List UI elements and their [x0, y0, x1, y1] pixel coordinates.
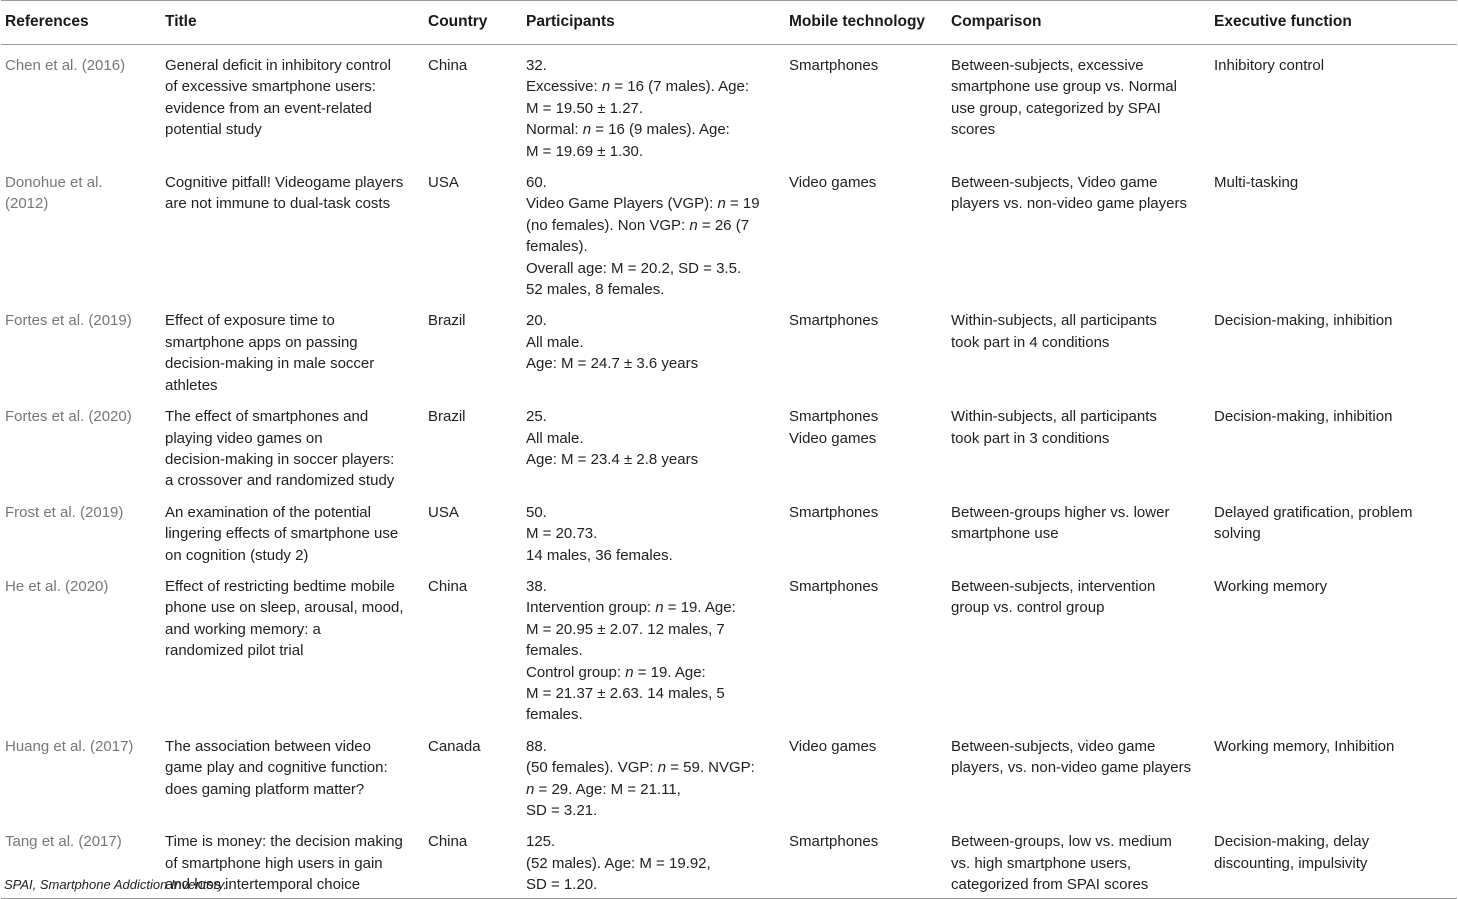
- participants-line: [526, 704, 781, 725]
- italic-n: n: [655, 599, 664, 617]
- cell-title: [161, 566, 424, 726]
- italic-n: n: [625, 663, 634, 681]
- table-header: [1, 1, 1457, 45]
- table-body: [1, 45, 1457, 899]
- participants-line: [526, 215, 781, 236]
- italic-n: n: [717, 195, 726, 213]
- title-line: evidence from an event-related: [165, 99, 372, 117]
- title-line: on cognition (study 2): [165, 546, 309, 564]
- function-line: Delayed gratification, problem: [1214, 503, 1413, 521]
- participants-line: [526, 597, 781, 618]
- reference-line: (2012): [5, 195, 49, 213]
- cell-participants: [522, 162, 785, 300]
- header-comparison: Comparison: [947, 1, 1210, 45]
- cell-comparison: [947, 162, 1210, 300]
- title-line: smartphone apps on passing: [165, 333, 358, 351]
- italic-n: n: [601, 78, 611, 96]
- participants-text: 88.: [526, 737, 547, 755]
- italic-n: n: [689, 216, 698, 234]
- cell-executive-function: [1210, 821, 1457, 898]
- title-line: game play and cognitive function:: [165, 759, 388, 777]
- participants-line: [526, 619, 781, 640]
- cell-participants: [522, 566, 785, 726]
- participants-line: [526, 683, 781, 704]
- participants-text: M = 20.95 ± 2.07. 12 males, 7: [526, 620, 725, 638]
- country-text: USA: [428, 174, 459, 192]
- function-line: Inhibitory control: [1214, 57, 1325, 74]
- comparison-line: categorized from SPAI scores: [951, 876, 1149, 894]
- participants-text: = 59. NVGP:: [666, 759, 755, 777]
- participants-line: [526, 523, 781, 544]
- comparison-line: Between-subjects, excessive: [951, 57, 1144, 74]
- function-line: Decision-making, delay: [1214, 833, 1370, 851]
- technology-line: Smartphones: [789, 503, 879, 521]
- cell-participants: [522, 45, 785, 163]
- cell-participants: [522, 821, 785, 898]
- title-line: playing video games on: [165, 429, 323, 447]
- cell-reference: [1, 300, 161, 396]
- cell-country: [424, 162, 522, 300]
- title-line: of smartphone high users in gain: [165, 854, 383, 872]
- function-line: Multi-tasking: [1214, 174, 1299, 192]
- cell-reference: [1, 492, 161, 566]
- function-line: Decision-making, inhibition: [1214, 312, 1393, 330]
- cell-reference: [1, 162, 161, 300]
- comparison-line: smartphone use group vs. Normal: [951, 78, 1177, 96]
- participants-text: = 19: [725, 195, 760, 213]
- header-country: Country: [424, 1, 522, 45]
- participants-line: [526, 55, 781, 76]
- participants-line: [526, 141, 781, 162]
- participants-text: Normal:: [526, 121, 583, 139]
- reference-line: Tang et al. (2017): [5, 833, 122, 851]
- reference-line: Huang et al. (2017): [5, 737, 134, 755]
- cell-comparison: [947, 821, 1210, 898]
- header-references: References: [1, 1, 161, 45]
- cell-mobile-technology: [785, 162, 947, 300]
- reference-line: Frost et al. (2019): [5, 503, 124, 521]
- participants-line: [526, 172, 781, 193]
- participants-line: [526, 576, 781, 597]
- participants-line: [526, 874, 781, 895]
- function-line: solving: [1214, 525, 1261, 543]
- country-text: China: [428, 833, 468, 851]
- participants-line: [526, 853, 781, 874]
- cell-executive-function: [1210, 162, 1457, 300]
- participants-text: Overall age: M = 20.2, SD = 3.5.: [526, 259, 742, 277]
- title-line: The effect of smartphones and: [165, 408, 369, 426]
- cell-comparison: [947, 566, 1210, 726]
- cell-mobile-technology: [785, 492, 947, 566]
- country-text: Canada: [428, 737, 481, 755]
- title-line: of excessive smartphone users:: [165, 78, 376, 96]
- function-line: Working memory: [1214, 577, 1328, 595]
- cell-participants: [522, 726, 785, 822]
- participants-text: 52 males, 8 females.: [526, 281, 665, 299]
- country-text: China: [428, 57, 468, 74]
- participants-text: = 19. Age:: [633, 663, 706, 681]
- cell-country: [424, 300, 522, 396]
- participants-line: [526, 98, 781, 119]
- participants-text: Age: M = 23.4 ± 2.8 years: [526, 450, 699, 468]
- table-footnote: SPAI, Smartphone Addiction Inventory.: [4, 877, 228, 892]
- comparison-line: vs. high smartphone users,: [951, 854, 1132, 872]
- participants-line: [526, 332, 781, 353]
- cell-country: [424, 45, 522, 163]
- cell-reference: [1, 396, 161, 492]
- title-line: General deficit in inhibitory control: [165, 57, 391, 74]
- cell-executive-function: [1210, 492, 1457, 566]
- function-line: Working memory, Inhibition: [1214, 737, 1395, 755]
- cell-mobile-technology: [785, 45, 947, 163]
- participants-text: SD = 1.20.: [526, 876, 598, 894]
- title-line: Cognitive pitfall! Videogame players: [165, 174, 404, 192]
- cell-title: [161, 45, 424, 163]
- cell-title: [161, 396, 424, 492]
- title-line: does gaming platform matter?: [165, 780, 365, 798]
- participants-text: = 16 (9 males). Age:: [591, 121, 730, 139]
- comparison-line: Between-subjects, video game: [951, 737, 1156, 755]
- participants-text: M = 19.69 ± 1.30.: [526, 142, 644, 160]
- participants-line: [526, 310, 781, 331]
- participants-line: [526, 502, 781, 523]
- cell-country: [424, 821, 522, 898]
- participants-text: = 26 (7: [697, 216, 750, 234]
- comparison-line: use group, categorized by SPAI: [951, 99, 1161, 117]
- participants-text: 25.: [526, 408, 547, 426]
- participants-text: Age: M = 24.7 ± 3.6 years: [526, 355, 699, 373]
- cell-mobile-technology: [785, 300, 947, 396]
- participants-text: Excessive:: [526, 78, 602, 96]
- participants-text: All male.: [526, 333, 584, 351]
- cell-comparison: [947, 300, 1210, 396]
- participants-text: Intervention group:: [526, 599, 656, 617]
- participants-text: 32.: [526, 57, 547, 74]
- participants-line: [526, 353, 781, 374]
- cell-mobile-technology: [785, 396, 947, 492]
- title-line: An examination of the potential: [165, 503, 371, 521]
- cell-participants: [522, 396, 785, 492]
- comparison-line: players, vs. non-video game players: [951, 759, 1192, 777]
- cell-executive-function: [1210, 45, 1457, 163]
- table-row: [1, 566, 1457, 726]
- comparison-line: scores: [951, 121, 996, 139]
- cell-reference: [1, 566, 161, 726]
- comparison-line: Within-subjects, all participants: [951, 312, 1157, 330]
- participants-text: 20.: [526, 312, 547, 330]
- title-line: Effect of restricting bedtime mobile: [165, 577, 395, 595]
- participants-text: = 16 (7 males). Age:: [610, 78, 750, 96]
- comparison-line: players vs. non-video game players: [951, 195, 1187, 213]
- participants-line: [526, 119, 781, 140]
- title-line: The association between video: [165, 737, 371, 755]
- participants-line: [526, 831, 781, 852]
- reference-line: Fortes et al. (2020): [5, 408, 132, 426]
- participants-line: [526, 800, 781, 821]
- participants-line: [526, 736, 781, 757]
- header-title: Title: [161, 1, 424, 45]
- cell-title: [161, 726, 424, 822]
- reference-line: He et al. (2020): [5, 577, 109, 595]
- reference-line: Fortes et al. (2019): [5, 312, 132, 330]
- participants-text: (no females). Non VGP:: [526, 216, 690, 234]
- header-mobile-technology: Mobile technology: [785, 1, 947, 45]
- cell-country: [424, 726, 522, 822]
- title-line: potential study: [165, 121, 262, 139]
- cell-executive-function: [1210, 300, 1457, 396]
- table-row: [1, 300, 1457, 396]
- participants-line: [526, 545, 781, 566]
- participants-text: SD = 3.21.: [526, 802, 598, 819]
- technology-line: Video games: [789, 737, 877, 755]
- participants-line: [526, 779, 781, 800]
- italic-n: n: [582, 121, 592, 139]
- cell-title: [161, 162, 424, 300]
- participants-line: [526, 236, 781, 257]
- table-row: [1, 162, 1457, 300]
- participants-text: females.: [526, 642, 583, 660]
- participants-text: females.: [526, 706, 583, 724]
- technology-line: Smartphones: [789, 312, 879, 330]
- studies-table: [1, 0, 1457, 899]
- cell-title: [161, 300, 424, 396]
- cell-reference: [1, 726, 161, 822]
- participants-text: = 29. Age: M = 21.11,: [534, 780, 681, 798]
- participants-line: [526, 662, 781, 683]
- table-row: [1, 396, 1457, 492]
- technology-line: Smartphones: [789, 57, 879, 74]
- country-text: China: [428, 577, 468, 595]
- cell-executive-function: [1210, 396, 1457, 492]
- title-line: athletes: [165, 376, 218, 394]
- participants-text: Control group:: [526, 663, 626, 681]
- comparison-line: took part in 4 conditions: [951, 333, 1110, 351]
- title-line: decision-making in soccer players:: [165, 450, 395, 468]
- header-executive-function: Executive function: [1210, 1, 1457, 45]
- participants-text: (50 females). VGP:: [526, 759, 658, 777]
- participants-line: [526, 279, 781, 300]
- cell-comparison: [947, 726, 1210, 822]
- participants-text: 50.: [526, 503, 547, 521]
- comparison-line: Within-subjects, all participants: [951, 408, 1157, 426]
- comparison-line: took part in 3 conditions: [951, 429, 1110, 447]
- participants-text: 38.: [526, 577, 547, 595]
- title-line: Time is money: the decision making: [165, 833, 403, 851]
- comparison-line: Between-groups, low vs. medium: [951, 833, 1172, 851]
- cell-reference: [1, 45, 161, 163]
- participants-line: [526, 258, 781, 279]
- cell-participants: [522, 492, 785, 566]
- italic-n: n: [657, 759, 667, 777]
- cell-title: [161, 492, 424, 566]
- cell-comparison: [947, 492, 1210, 566]
- italic-n: n: [526, 780, 535, 798]
- technology-line: Video games: [789, 429, 877, 447]
- cell-comparison: [947, 45, 1210, 163]
- technology-line: Smartphones: [789, 577, 879, 595]
- function-line: discounting, impulsivity: [1214, 854, 1368, 872]
- table-row: [1, 45, 1457, 163]
- cell-comparison: [947, 396, 1210, 492]
- title-line: are not immune to dual-task costs: [165, 195, 391, 213]
- comparison-line: Between-subjects, intervention: [951, 577, 1156, 595]
- participants-line: [526, 406, 781, 427]
- comparison-line: group vs. control group: [951, 599, 1105, 617]
- cell-country: [424, 566, 522, 726]
- cell-country: [424, 492, 522, 566]
- participants-text: (52 males). Age: M = 19.92,: [526, 854, 711, 872]
- title-line: and working memory: a: [165, 620, 321, 638]
- header-participants: Participants: [522, 1, 785, 45]
- cell-mobile-technology: [785, 726, 947, 822]
- participants-line: [526, 640, 781, 661]
- comparison-line: Between-subjects, Video game: [951, 174, 1158, 192]
- comparison-line: Between-groups higher vs. lower: [951, 503, 1170, 521]
- country-text: Brazil: [428, 408, 466, 426]
- country-text: USA: [428, 503, 459, 521]
- cell-mobile-technology: [785, 566, 947, 726]
- participants-line: [526, 76, 781, 97]
- reference-line: Chen et al. (2016): [5, 57, 126, 74]
- participants-text: Video Game Players (VGP):: [526, 195, 718, 213]
- participants-line: [526, 193, 781, 214]
- title-line: Effect of exposure time to: [165, 312, 335, 330]
- cell-country: [424, 396, 522, 492]
- cell-executive-function: [1210, 566, 1457, 726]
- technology-line: Video games: [789, 174, 877, 192]
- technology-line: Smartphones: [789, 408, 879, 426]
- table-row: [1, 726, 1457, 822]
- participants-text: 60.: [526, 174, 547, 192]
- participants-text: 125.: [526, 833, 556, 851]
- participants-line: [526, 449, 781, 470]
- participants-text: 14 males, 36 females.: [526, 546, 673, 564]
- participants-text: females).: [526, 238, 588, 256]
- participants-line: [526, 757, 781, 778]
- reference-line: Donohue et al.: [5, 174, 103, 192]
- title-line: and loss intertemporal choice: [165, 876, 361, 894]
- cell-executive-function: [1210, 726, 1457, 822]
- cell-participants: [522, 300, 785, 396]
- header-row: [1, 1, 1457, 45]
- technology-line: Smartphones: [789, 833, 879, 851]
- title-line: decision-making in male soccer: [165, 355, 375, 373]
- participants-line: [526, 428, 781, 449]
- country-text: Brazil: [428, 312, 466, 330]
- participants-text: M = 21.37 ± 2.63. 14 males, 5: [526, 684, 725, 702]
- function-line: Decision-making, inhibition: [1214, 408, 1393, 426]
- participants-text: = 19. Age:: [663, 599, 736, 617]
- participants-text: All male.: [526, 429, 584, 447]
- title-line: lingering effects of smartphone use: [165, 525, 399, 543]
- title-line: randomized pilot trial: [165, 642, 304, 660]
- cell-mobile-technology: [785, 821, 947, 898]
- participants-text: M = 20.73.: [526, 525, 598, 543]
- participants-text: M = 19.50 ± 1.27.: [526, 99, 644, 117]
- title-line: phone use on sleep, arousal, mood,: [165, 599, 404, 617]
- title-line: a crossover and randomized study: [165, 472, 395, 490]
- table-row: [1, 492, 1457, 566]
- comparison-line: smartphone use: [951, 525, 1059, 543]
